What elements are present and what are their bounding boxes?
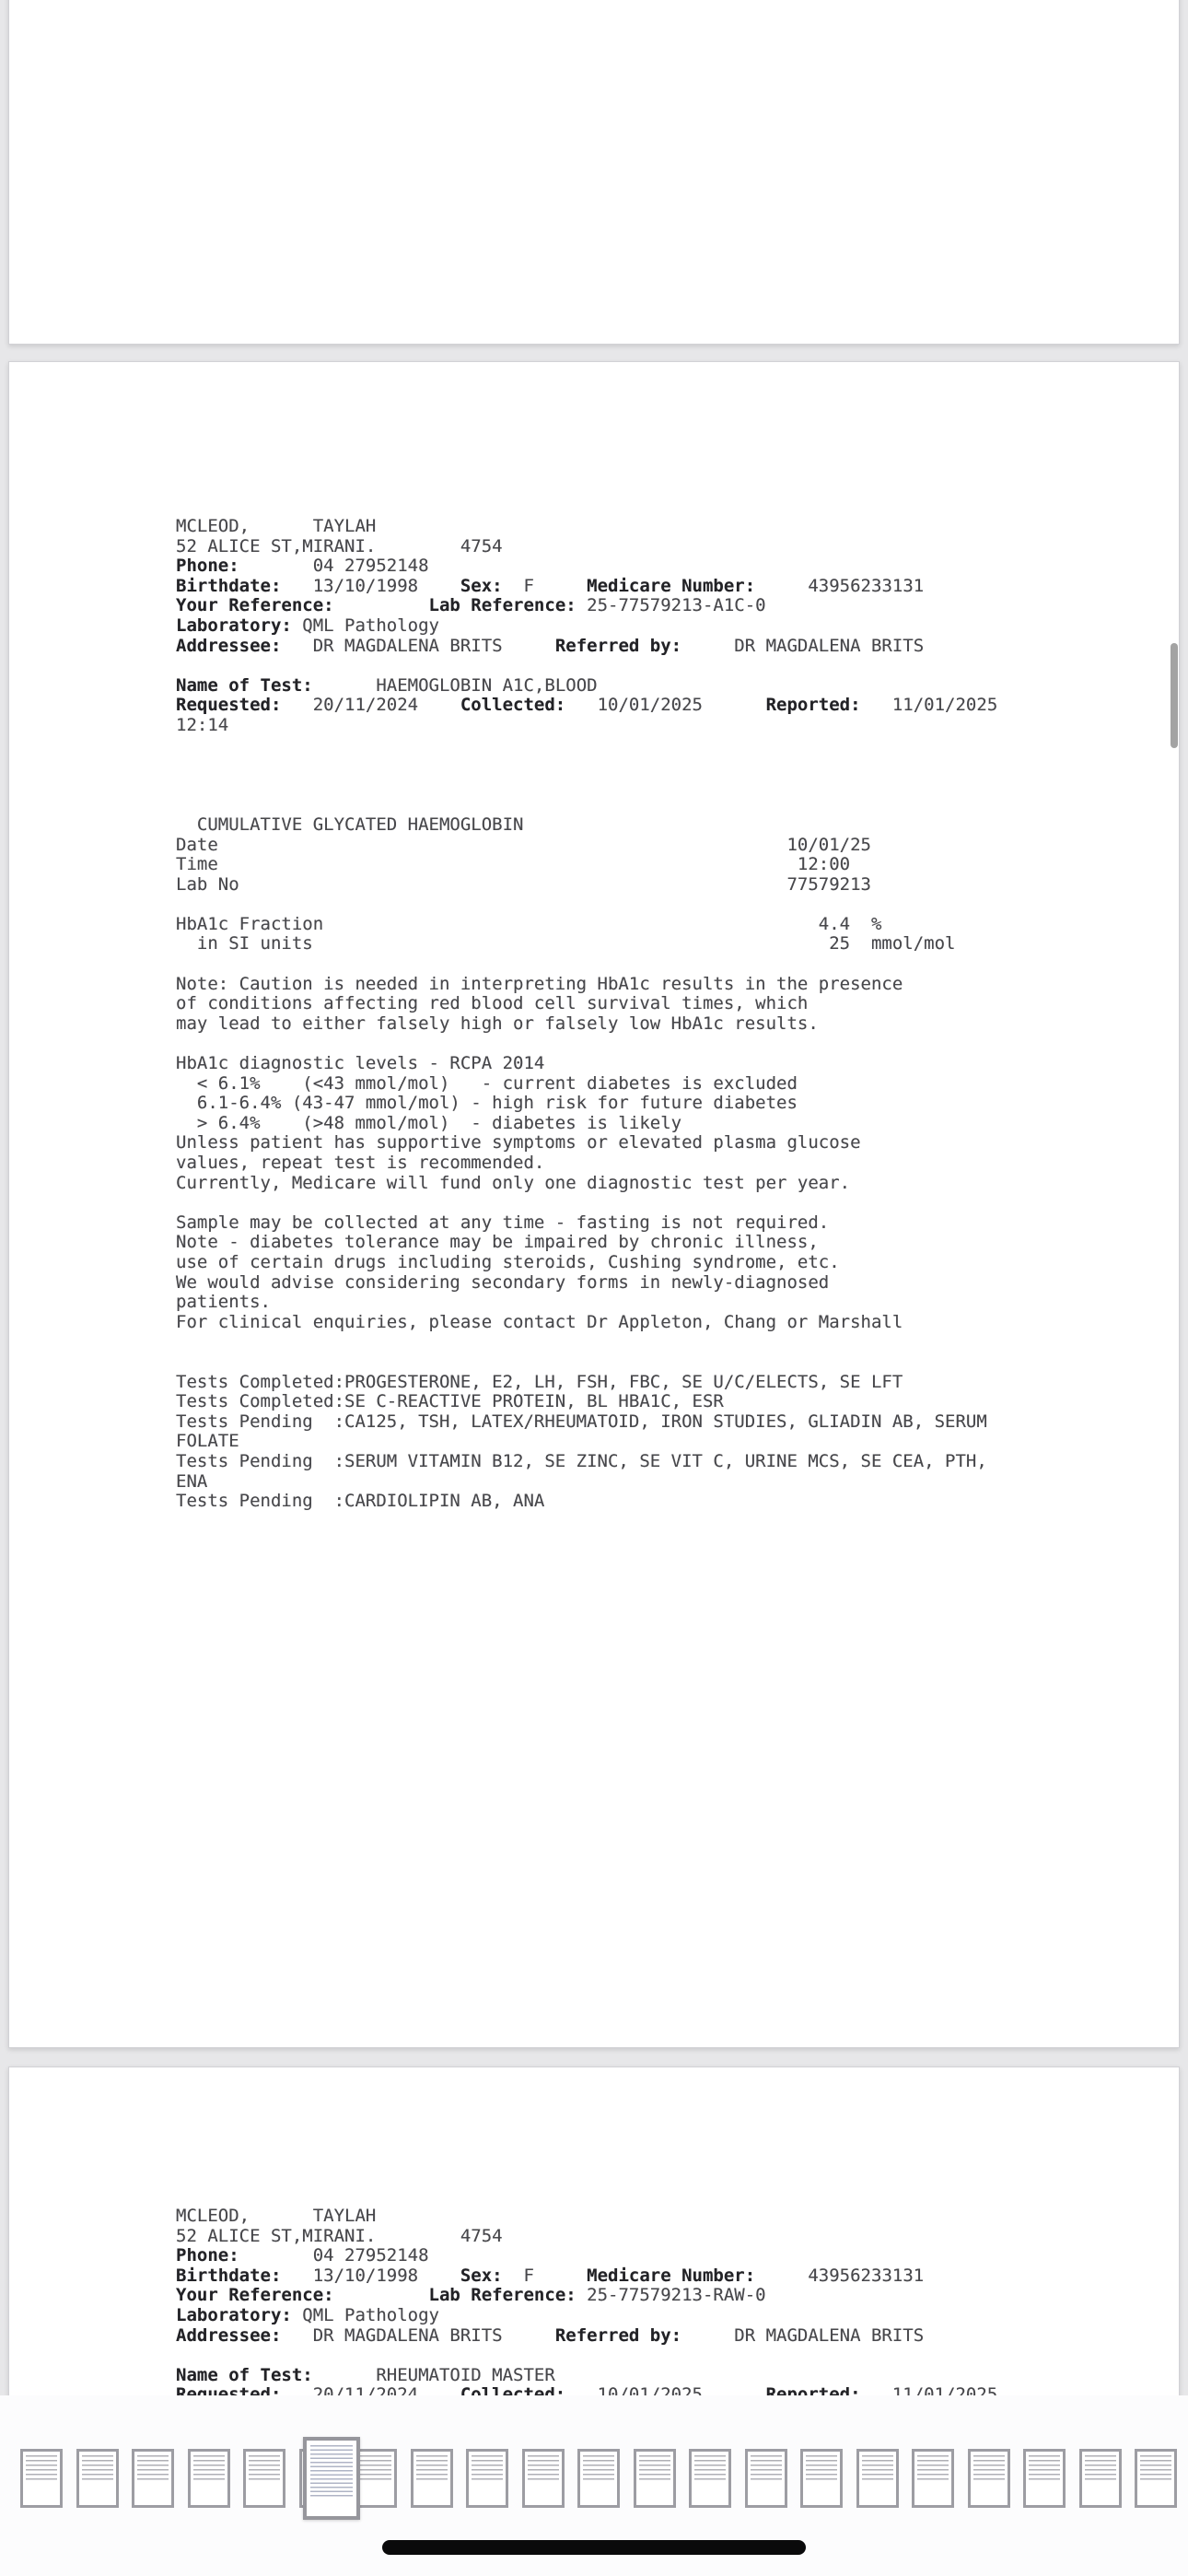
page-thumbnail[interactable] [634,2449,676,2508]
doc-text-segment: 20/11/2024 [281,695,460,716]
doc-line [176,2326,1160,2347]
doc-text-segment: Note: Caution is needed in interpreting HbA1c results in the presence [176,973,903,994]
doc-text-segment: DR MAGDALENA BRITS [681,2324,925,2346]
doc-text-segment: DR MAGDALENA BRITS [281,635,555,656]
doc-line [176,1133,1160,1153]
page-thumbnail[interactable] [689,2449,731,2508]
page-thumbnail[interactable] [522,2449,565,2508]
doc-text-segment: < 6.1% (<43 mmol/mol) - current diabetes is excluded [176,1072,798,1094]
doc-field-label: Name of Test: [176,2364,313,2385]
doc-line [176,716,1160,736]
doc-field-label: Birthdate: [176,2265,282,2286]
doc-line [176,2266,1160,2287]
thumbnail-content-preview [528,2455,559,2480]
doc-field-label: Sex: [460,2265,503,2286]
doc-field-label: Your Reference: [176,595,334,616]
doc-line [176,1472,1160,1493]
page-thumbnail[interactable] [243,2449,285,2508]
doc-text-segment: Time 12:00 [176,854,851,875]
doc-text-segment: Lab No 77579213 [176,873,871,895]
page-thumbnail[interactable] [1079,2449,1122,2508]
doc-line [176,1373,1160,1393]
thumbnail-content-preview [416,2455,448,2480]
thumbnail-content-preview [862,2455,893,2480]
thumbnail-content-preview [1085,2455,1116,2480]
page-thumbnail[interactable] [912,2449,954,2508]
home-indicator[interactable] [382,2540,806,2555]
doc-line [176,1094,1160,1114]
thumbnail-content-preview [751,2455,782,2480]
doc-line [176,577,1160,597]
doc-line [176,1412,1160,1433]
doc-text-segment: DR MAGDALENA BRITS [681,635,925,656]
doc-text-segment: in SI units 25 mmol/mol [176,933,956,954]
doc-line [176,1392,1160,1412]
page-thumbnail[interactable] [1135,2449,1177,2508]
document-page-previous[interactable] [8,0,1180,345]
doc-line [176,696,1160,716]
doc-line [176,1014,1160,1035]
doc-field-label: Addressee: [176,2324,282,2346]
doc-text-segment: 52 ALICE ST,MIRANI. 4754 [176,535,503,556]
page-thumbnail[interactable] [466,2449,508,2508]
doc-line [176,2227,1160,2247]
doc-text-segment: F [502,2265,588,2286]
thumbnail-content-preview [360,2455,391,2480]
thumbnail-content-preview [639,2455,670,2480]
thumbnail-content-preview [310,2445,353,2497]
doc-line [176,537,1160,557]
doc-field-label: Medicare Number: [587,2265,756,2286]
doc-text-segment: Tests Completed:PROGESTERONE, E2, LH, FSH, FBC, SE U/C/ELECTS, SE LFT [176,1371,903,1392]
doc-line [176,2286,1160,2306]
doc-text-segment: Tests Pending :SERUM VITAMIN B12, SE ZINC, SE VIT C, URINE MCS, SE CEA, PTH, [176,1450,987,1471]
doc-line [176,1174,1160,1194]
doc-text-segment: use of certain drugs including steroids, Cushing syndrome, etc. [176,1251,840,1272]
doc-text-segment: Note - diabetes tolerance may be impaired by chronic illness, [176,1232,819,1253]
thumbnail-content-preview [26,2455,57,2480]
doc-line [176,2346,1160,2366]
doc-line [176,1352,1160,1373]
doc-text-segment: 11/01/2025 [860,695,998,716]
doc-text-segment: Sample may be collected at any time - fasting is not required. [176,1212,830,1233]
page-thumbnail[interactable] [355,2449,397,2508]
lab-report-text-rheumatoid-master [176,2207,1160,2406]
doc-field-label: Referred by: [554,2324,682,2346]
doc-line [176,2306,1160,2326]
doc-text-segment: Date 10/01/25 [176,834,871,855]
doc-field-label: Lab Reference: [428,595,577,616]
page-thumbnail[interactable] [132,2449,174,2508]
doc-line [176,556,1160,577]
doc-field-label: Medicare Number: [587,575,756,596]
doc-line [176,855,1160,875]
doc-text-segment: F [502,575,588,596]
doc-line [176,676,1160,697]
doc-line [176,755,1160,776]
document-page-current[interactable] [8,361,1180,2048]
doc-text-segment: MCLEOD, TAYLAH [176,516,377,536]
thumbnail-content-preview [917,2455,949,2480]
doc-field-label: Addressee: [176,635,282,656]
doc-field-label: Birthdate: [176,575,282,596]
scrollbar-thumb[interactable] [1171,643,1178,748]
doc-text-segment: 43956233131 [755,575,925,596]
page-thumbnail[interactable] [76,2449,119,2508]
doc-line [176,1492,1160,1512]
doc-line [176,1153,1160,1174]
page-thumbnail[interactable] [856,2449,899,2508]
doc-text-segment: > 6.4% (>48 mmol/mol) - diabetes is likely [176,1112,682,1133]
doc-line [176,2246,1160,2266]
doc-field-label: Laboratory: [176,2304,292,2325]
page-thumbnail[interactable] [1023,2449,1066,2508]
doc-line [176,1034,1160,1054]
thumbnail-content-preview [472,2455,503,2480]
doc-line [176,915,1160,935]
doc-text-segment: Unless patient has supportive symptoms or elevated plasma glucose [176,1132,861,1153]
doc-text-segment: may lead to either falsely high or falsely low HbA1c results. [176,1013,819,1034]
thumbnail-content-preview [973,2455,1005,2480]
doc-text-segment: DR MAGDALENA BRITS [281,2324,555,2346]
thumbnail-content-preview [1029,2455,1060,2480]
doc-text-segment: Tests Pending :CARDIOLIPIN AB, ANA [176,1491,545,1512]
doc-text-segment: Tests Completed:SE C-REACTIVE PROTEIN, BL HBA1C, ESR [176,1391,724,1412]
page-thumbnail[interactable] [188,2449,230,2508]
doc-text-segment [334,595,429,615]
doc-text-segment: We would advise considering secondary forms in newly-diagnosed [176,1271,830,1293]
doc-line [176,1273,1160,1294]
doc-text-segment: 13/10/1998 [281,575,460,596]
doc-line [176,815,1160,836]
page-thumbnail[interactable] [20,2449,63,2508]
thumbnail-content-preview [806,2455,837,2480]
doc-line [176,1114,1160,1134]
doc-text-segment: For clinical enquiries, please contact Dr Appleton, Chang or Marshall [176,1311,903,1332]
doc-text-segment: MCLEOD, TAYLAH [176,2206,377,2226]
doc-field-label: Your Reference: [176,2285,334,2306]
doc-line [176,975,1160,995]
doc-line [176,1253,1160,1273]
doc-line [176,1332,1160,1352]
doc-line [176,1313,1160,1333]
doc-line [176,637,1160,657]
doc-line [176,1452,1160,1472]
doc-field-label: Collected: [460,695,566,716]
doc-line [176,2366,1160,2386]
doc-text-segment: of conditions affecting red blood cell survival times, which [176,993,809,1014]
doc-field-label: Referred by: [554,635,682,656]
page-thumbnail[interactable] [968,2449,1010,2508]
doc-field-label: Lab Reference: [428,2285,577,2306]
page-thumbnail[interactable] [745,2449,787,2508]
doc-text-segment: CUMULATIVE GLYCATED HAEMOGLOBIN [176,814,524,835]
doc-line [176,836,1160,856]
thumbnail-content-preview [82,2455,113,2480]
doc-line [176,954,1160,975]
doc-line [176,2207,1160,2227]
doc-text-segment: 52 ALICE ST,MIRANI. 4754 [176,2225,503,2246]
doc-line [176,994,1160,1014]
doc-line [176,776,1160,796]
doc-text-segment: HAEMOGLOBIN A1C,BLOOD [312,674,598,696]
doc-line [176,934,1160,954]
doc-text-segment: 10/01/2025 [565,695,766,716]
doc-text-segment: 12:14 [176,714,229,735]
doc-text-segment: patients. [176,1292,271,1313]
page-thumbnail-selected[interactable] [303,2437,360,2520]
doc-field-label: Reported: [765,695,861,716]
thumbnail-content-preview [137,2455,169,2480]
doc-line [176,1293,1160,1313]
doc-line [176,1432,1160,1452]
doc-line [176,1074,1160,1095]
lab-report-text-haemoglobin-a1c [176,517,1160,1512]
doc-line [176,517,1160,537]
doc-line [176,1233,1160,1253]
doc-text-segment: 13/10/1998 [281,2265,460,2286]
doc-line [176,895,1160,915]
doc-line [176,875,1160,896]
page-thumbnail[interactable] [800,2449,843,2508]
thumbnail-content-preview [193,2455,225,2480]
doc-text-segment: 43956233131 [755,2265,925,2286]
doc-text-segment: 25-77579213-A1C-0 [576,595,766,616]
doc-text-segment: QML Pathology [291,615,439,636]
doc-field-label: Laboratory: [176,615,292,636]
doc-line [176,1193,1160,1213]
doc-text-segment: values, repeat test is recommended. [176,1153,545,1173]
thumbnail-content-preview [1140,2455,1171,2480]
doc-field-label: Phone: [176,2245,239,2266]
page-thumbnail[interactable] [411,2449,453,2508]
doc-text-segment: 04 27952148 [239,2245,429,2266]
doc-text-segment: 6.1-6.4% (43-47 mmol/mol) - high risk for future diabetes [176,1093,798,1114]
doc-text-segment: Currently, Medicare will fund only one diagnostic test per year. [176,1172,851,1193]
doc-text-segment: HbA1c diagnostic levels - RCPA 2014 [176,1053,545,1074]
doc-text-segment: 04 27952148 [239,556,429,577]
doc-text-segment [334,2285,429,2305]
doc-text-segment: Tests Pending :CA125, TSH, LATEX/RHEUMATOID, IRON STUDIES, GLIADIN AB, SERUM [176,1411,987,1432]
doc-line [176,616,1160,637]
doc-line [176,596,1160,616]
doc-field-label: Requested: [176,695,282,716]
doc-text-segment: RHEUMATOID MASTER [312,2364,555,2385]
doc-text-segment: ENA [176,1470,208,1492]
doc-text-segment: 25-77579213-RAW-0 [576,2285,766,2306]
doc-line [176,1054,1160,1074]
page-thumbnail[interactable] [577,2449,620,2508]
thumbnail-content-preview [583,2455,614,2480]
doc-line [176,1213,1160,1234]
doc-line [176,795,1160,815]
doc-field-label: Name of Test: [176,674,313,696]
doc-text-segment: FOLATE [176,1431,239,1452]
doc-field-label: Sex: [460,575,503,596]
doc-field-label: Phone: [176,556,239,577]
doc-line [176,656,1160,676]
doc-text-segment: QML Pathology [291,2304,439,2325]
thumbnail-content-preview [249,2455,280,2480]
thumbnail-content-preview [694,2455,726,2480]
doc-line [176,736,1160,756]
doc-text-segment: HbA1c Fraction 4.4 % [176,913,882,934]
